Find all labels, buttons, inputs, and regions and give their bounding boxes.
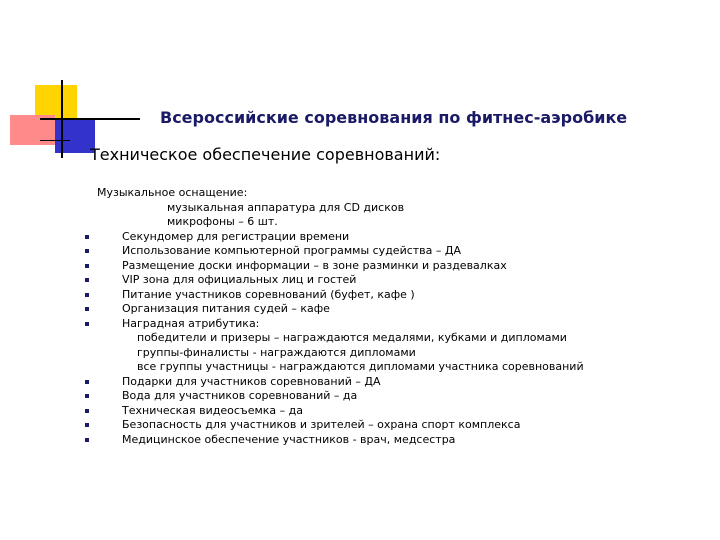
bullet-icon bbox=[85, 278, 89, 282]
list-item bbox=[85, 317, 705, 332]
list-item bbox=[85, 215, 705, 230]
list-item bbox=[85, 346, 705, 361]
list-item-text: Размещение доски информации – в зоне разминки и раздевалках bbox=[122, 258, 507, 272]
bullet-icon bbox=[85, 249, 89, 253]
list-item bbox=[85, 302, 705, 317]
list-item-text: Организация питания судей – кафе bbox=[122, 302, 330, 315]
bullet-icon bbox=[85, 423, 89, 427]
list-item-text: Наградная атрибутика: bbox=[122, 316, 260, 330]
list-item bbox=[85, 360, 705, 375]
bullet-icon bbox=[85, 307, 89, 311]
list-item bbox=[85, 389, 705, 404]
list-item bbox=[85, 259, 705, 274]
list-item-text: VIP зона для официальных лиц и гостей bbox=[122, 273, 357, 286]
bullet-icon bbox=[85, 293, 89, 297]
list-item bbox=[85, 375, 705, 390]
list-item bbox=[85, 331, 705, 346]
decor-horizontal-line bbox=[40, 118, 140, 120]
list-item bbox=[85, 201, 705, 216]
list-item bbox=[85, 433, 705, 448]
bullet-icon bbox=[85, 322, 89, 326]
music-header: Музыкальное оснащение: bbox=[97, 186, 248, 199]
list-item bbox=[85, 230, 705, 245]
bullet-icon bbox=[85, 394, 89, 398]
list-item-text: Безопасность для участников и зрителей – охрана спорт комплекса bbox=[122, 418, 521, 431]
slide-title: Всероссийские соревнования по фитнес-аэробике bbox=[160, 108, 628, 127]
list-item-text: Секундомер для регистрации времени bbox=[122, 229, 350, 243]
decor-horizontal-line-short bbox=[40, 140, 70, 141]
list-item-text: Медицинское обеспечение участников - врач, медсестра bbox=[122, 432, 456, 446]
bullet-icon bbox=[85, 380, 89, 384]
award-item: все группы участницы - награждаются дипломами участника соревнований bbox=[137, 360, 584, 373]
list-item bbox=[85, 418, 705, 433]
bullet-icon bbox=[85, 409, 89, 413]
award-item: победители и призеры – награждаются медалями, кубками и дипломами bbox=[137, 331, 567, 344]
bullet-icon bbox=[85, 264, 89, 268]
slide-content bbox=[85, 186, 705, 447]
slide-subtitle: Техническое обеспечение соревнований: bbox=[90, 145, 441, 164]
bullet-icon bbox=[85, 235, 89, 239]
list-item bbox=[85, 288, 705, 303]
list-item-text: Питание участников соревнований (буфет, кафе ) bbox=[122, 287, 415, 301]
award-item: группы-финалисты - награждаются дипломами bbox=[137, 345, 416, 359]
list-header bbox=[85, 186, 705, 201]
list-item bbox=[85, 244, 705, 259]
list-item bbox=[85, 404, 705, 419]
list-item-text: Использование компьютерной программы судейства – ДА bbox=[122, 244, 462, 257]
music-item: микрофоны – 6 шт. bbox=[167, 215, 278, 228]
bullet-icon bbox=[85, 438, 89, 442]
list-item-text: Техническая видеосъемка – да bbox=[122, 403, 303, 417]
list-item bbox=[85, 273, 705, 288]
list-item-text: Вода для участников соревнований – да bbox=[122, 389, 358, 402]
music-item: музыкальная аппаратура для CD дисков bbox=[167, 200, 405, 214]
list-item-text: Подарки для участников соревнований – ДА bbox=[122, 374, 381, 388]
